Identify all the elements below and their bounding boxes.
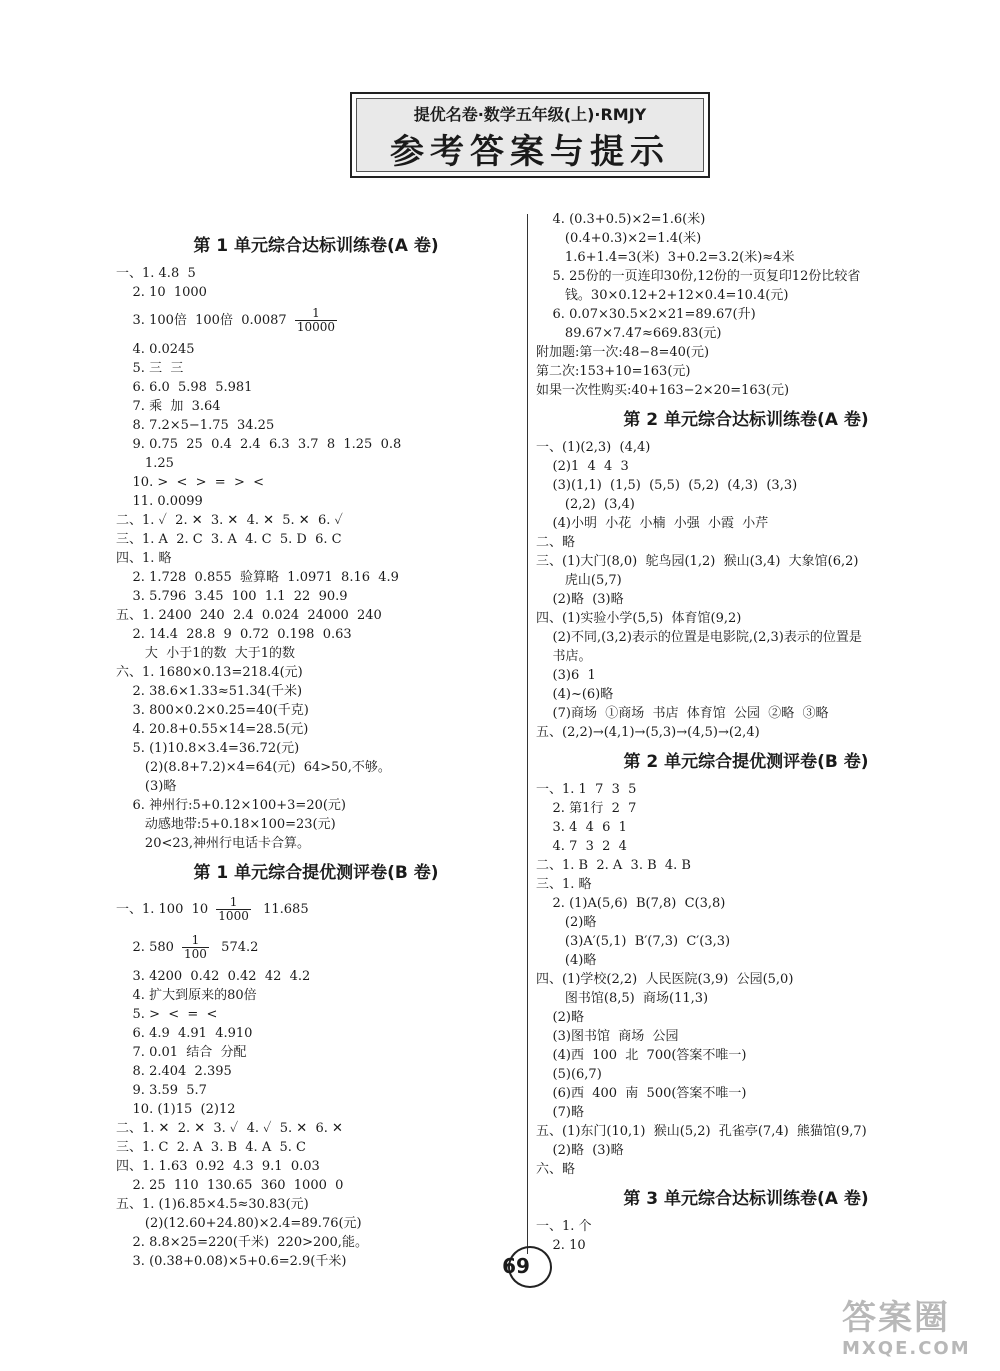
answer-line: (3)A′(5,1) B′(7,3) C′(3,3) <box>536 934 731 949</box>
answer-line: (3)6 1 <box>536 668 596 683</box>
watermark-logo <box>842 1298 992 1364</box>
fraction-numerator: 1 <box>182 934 209 948</box>
answer-line: 20<23,神州行电话卡合算。 <box>116 836 311 851</box>
fraction <box>295 307 337 334</box>
answer-line: 5. 25份的一页连印30份,12份的一页复印12份比较省 <box>536 269 861 284</box>
header-title-box <box>350 92 710 178</box>
fraction-denominator: 1000 <box>218 909 249 923</box>
answer-line: 9. 3.59 5.7 <box>116 1083 207 1098</box>
answer-line: 2. 1.728 0.855 验算略 1.0971 8.16 4.9 <box>116 570 399 585</box>
header-title: 参考答案与提示 <box>390 132 670 172</box>
right-column <box>536 210 956 1255</box>
answer-line: 四、(1)学校(2,2) 人民医院(3,9) 公园(5,0) <box>536 972 794 987</box>
answer-line: 书店。 <box>536 649 592 664</box>
answer-text: 一、1. 100 10 <box>116 902 213 917</box>
answer-line: 四、1. 略 <box>116 551 172 566</box>
answer-line: 89.67×7.47≈669.83(元) <box>536 326 722 341</box>
answer-line: 3. 800×0.2×0.25=40(千克) <box>116 703 309 718</box>
answer-line: (4)小明 小花 小楠 小强 小霞 小芹 <box>536 516 769 531</box>
answer-line: 11. 0.0099 <box>116 494 203 509</box>
answer-line: 2. 8.8×25=220(千米) 220>200,能。 <box>116 1235 368 1250</box>
answer-line: 10. > < > = > < <box>116 475 265 490</box>
answer-line: 二、1. ✕ 2. ✕ 3. ✓ 4. ✓ 5. ✕ 6. ✕ <box>116 1121 343 1136</box>
answer-line: 二、1. B 2. A 3. B 4. B <box>536 858 691 873</box>
answer-line <box>116 891 516 929</box>
fraction-numerator: 1 <box>295 307 337 321</box>
fraction-denominator: 100 <box>184 947 207 961</box>
answer-line: 二、1. ✓ 2. ✕ 3. ✕ 4. ✕ 5. ✕ 6. ✓ <box>116 513 343 528</box>
answer-line: 一、1. 个 <box>536 1219 592 1234</box>
answer-line: (4)~(6)略 <box>536 687 614 702</box>
section-title: 第 2 单元综合达标训练卷(A 卷) <box>623 410 869 430</box>
answer-line: 六、略 <box>536 1162 576 1177</box>
answer-line: 2. (1)A(5,6) B(7,8) C(3,8) <box>536 896 726 911</box>
answer-line: 6. 6.0 5.98 5.981 <box>116 380 253 395</box>
answer-line: 2. 10 1000 <box>116 285 207 300</box>
answer-line: 图书馆(8,5) 商场(11,3) <box>536 991 709 1006</box>
answer-line: 四、1. 1.63 0.92 4.3 9.1 0.03 <box>116 1159 320 1174</box>
answer-line: 10. (1)15 (2)12 <box>116 1102 236 1117</box>
answer-line: 4. 扩大到原来的80倍 <box>116 988 257 1003</box>
answer-line: 8. 7.2×5−1.75 34.25 <box>116 418 275 433</box>
answer-line <box>116 929 516 967</box>
answer-line: 一、1. 4.8 5 <box>116 266 196 281</box>
answer-line: 2. 10 <box>536 1238 586 1253</box>
answer-line: (2)不同,(3,2)表示的位置是电影院,(2,3)表示的位置是 <box>536 630 862 645</box>
answer-line: 1.6+1.4=3(米) 3+0.2=3.2(米)≈4米 <box>536 250 795 265</box>
answer-line: 5. > < = < <box>116 1007 218 1022</box>
answer-line: (5)(6,7) <box>536 1067 602 1082</box>
answer-line: 6. 4.9 4.91 4.910 <box>116 1026 253 1041</box>
answer-line: (2)(12.60+24.80)×2.4=89.76(元) <box>116 1216 362 1231</box>
answer-line: 5. 三 三 <box>116 361 184 376</box>
answer-line: 3. (0.38+0.08)×5+0.6=2.9(千米) <box>116 1254 347 1269</box>
answer-line: (3)(1,1) (1,5) (5,5) (5,2) (4,3) (3,3) <box>536 478 798 493</box>
section-title: 第 2 单元综合提优测评卷(B 卷) <box>623 752 869 772</box>
answer-line: (2,2) (3,4) <box>536 497 635 512</box>
answer-line: (0.4+0.3)×2=1.4(米) <box>536 231 702 246</box>
answer-line: (7)商场 ①商场 书店 体育馆 公园 ②略 ③略 <box>536 706 829 721</box>
answer-line: 2. 25 110 130.65 360 1000 0 <box>116 1178 344 1193</box>
answer-line: 一、1. 1 7 3 5 <box>536 782 637 797</box>
answer-line: 3. 5.796 3.45 100 1.1 22 90.9 <box>116 589 348 604</box>
answer-line: 三、1. A 2. C 3. A 4. C 5. D 6. C <box>116 532 342 547</box>
header-subtitle: 提优名卷·数学五年级(上)·RMJY <box>413 105 647 124</box>
answer-line <box>116 302 516 340</box>
answer-text-after: 11.685 <box>254 902 309 917</box>
answer-line: 5. (1)10.8×3.4=36.72(元) <box>116 741 300 756</box>
answer-line: (3)图书馆 商场 公园 <box>536 1029 679 1044</box>
column-divider <box>527 214 528 1254</box>
fraction <box>182 934 209 961</box>
answer-line: (2)(8.8+7.2)×4=64(元) 64>50,不够。 <box>116 760 391 775</box>
answer-line: 4. 20.8+0.55×14=28.5(元) <box>116 722 309 737</box>
answer-line: 4. 0.0245 <box>116 342 195 357</box>
fraction-denominator: 10000 <box>296 320 336 334</box>
answer-line: (4)西 100 北 700(答案不唯一) <box>536 1048 747 1063</box>
answer-line: (2)略 (3)略 <box>536 592 624 607</box>
answer-line: 三、(1)大门(8,0) 鸵鸟园(1,2) 猴山(3,4) 大象馆(6,2) <box>536 554 859 569</box>
answer-line: 五、1. 2400 240 2.4 0.024 24000 240 <box>116 608 382 623</box>
answer-line: (2)1 4 4 3 <box>536 459 629 474</box>
answer-text: 3. 100倍 100倍 0.0087 <box>116 313 291 328</box>
answer-line: 4. (0.3+0.5)×2=1.6(米) <box>536 212 706 227</box>
answer-line: (6)西 400 南 500(答案不唯一) <box>536 1086 747 1101</box>
answer-line: 三、1. C 2. A 3. B 4. A 5. C <box>116 1140 306 1155</box>
answer-line: 虎山(5,7) <box>536 573 622 588</box>
answer-line: 五、(1)东门(10,1) 猴山(5,2) 孔雀亭(7,4) 熊猫馆(9,7) <box>536 1124 867 1139</box>
fraction <box>216 896 251 923</box>
answer-line: (2)略 <box>536 1010 584 1025</box>
answer-line: 1.25 <box>116 456 174 471</box>
answer-line: 五、1. (1)6.85×4.5≈30.83(元) <box>116 1197 309 1212</box>
answer-line: 6. 神州行:5+0.12×100+3=20(元) <box>116 798 347 813</box>
answer-line: (3)略 <box>116 779 177 794</box>
answer-line: (2)略 (3)略 <box>536 1143 624 1158</box>
answer-line: (7)略 <box>536 1105 584 1120</box>
answer-line: 3. 4200 0.42 0.42 42 4.2 <box>116 969 311 984</box>
answer-line: 2. 38.6×1.33≈51.34(千米) <box>116 684 303 699</box>
answer-line: 五、(2,2)→(4,1)→(5,3)→(4,5)→(2,4) <box>536 725 760 740</box>
answer-line: 3. 4 4 6 1 <box>536 820 627 835</box>
answer-line: 钱。30×0.12+2+12×0.4=10.4(元) <box>536 288 789 303</box>
answer-line: (2)略 <box>536 915 597 930</box>
watermark-sub: MXQE.COM <box>842 1338 971 1359</box>
answer-line: 第二次:153+10=163(元) <box>536 364 691 379</box>
answer-line: 动感地带:5+0.18×100=23(元) <box>116 817 336 832</box>
answer-line: 7. 乘 加 3.64 <box>116 399 221 414</box>
answer-line: 六、1. 1680×0.13=218.4(元) <box>116 665 303 680</box>
answer-line: 一、(1)(2,3) (4,4) <box>536 440 651 455</box>
answer-line: (4)略 <box>536 953 597 968</box>
answer-line: 2. 14.4 28.8 9 0.72 0.198 0.63 <box>116 627 352 642</box>
section-title: 第 1 单元综合提优测评卷(B 卷) <box>193 863 439 883</box>
answer-line: 7. 0.01 结合 分配 <box>116 1045 247 1060</box>
answer-line: 6. 0.07×30.5×2×21=89.67(升) <box>536 307 756 322</box>
answer-line: 附加题:第一次:48−8=40(元) <box>536 345 710 360</box>
fraction-numerator: 1 <box>216 896 251 910</box>
answer-line: 二、略 <box>536 535 576 550</box>
answer-line: 大 小于1的数 大于1的数 <box>116 646 295 661</box>
section-title: 第 3 单元综合达标训练卷(A 卷) <box>623 1189 869 1209</box>
answer-line: 4. 7 3 2 4 <box>536 839 627 854</box>
section-title: 第 1 单元综合达标训练卷(A 卷) <box>193 236 439 256</box>
answer-line: 9. 0.75 25 0.4 2.4 6.3 3.7 8 1.25 0.8 <box>116 437 402 452</box>
answer-line: 2. 第1行 2 7 <box>536 801 637 816</box>
answer-line: 如果一次性购买:40+163−2×20=163(元) <box>536 383 790 398</box>
page-number: 69 <box>502 1254 530 1278</box>
left-column <box>116 226 516 1271</box>
answer-line: 四、(1)实验小学(5,5) 体育馆(9,2) <box>536 611 742 626</box>
answer-text: 2. 580 <box>116 940 179 955</box>
answer-text-after: 574.2 <box>212 940 259 955</box>
watermark-main: 答案圈 <box>842 1298 950 1338</box>
answer-line: 三、1. 略 <box>536 877 592 892</box>
answer-line: 8. 2.404 2.395 <box>116 1064 232 1079</box>
